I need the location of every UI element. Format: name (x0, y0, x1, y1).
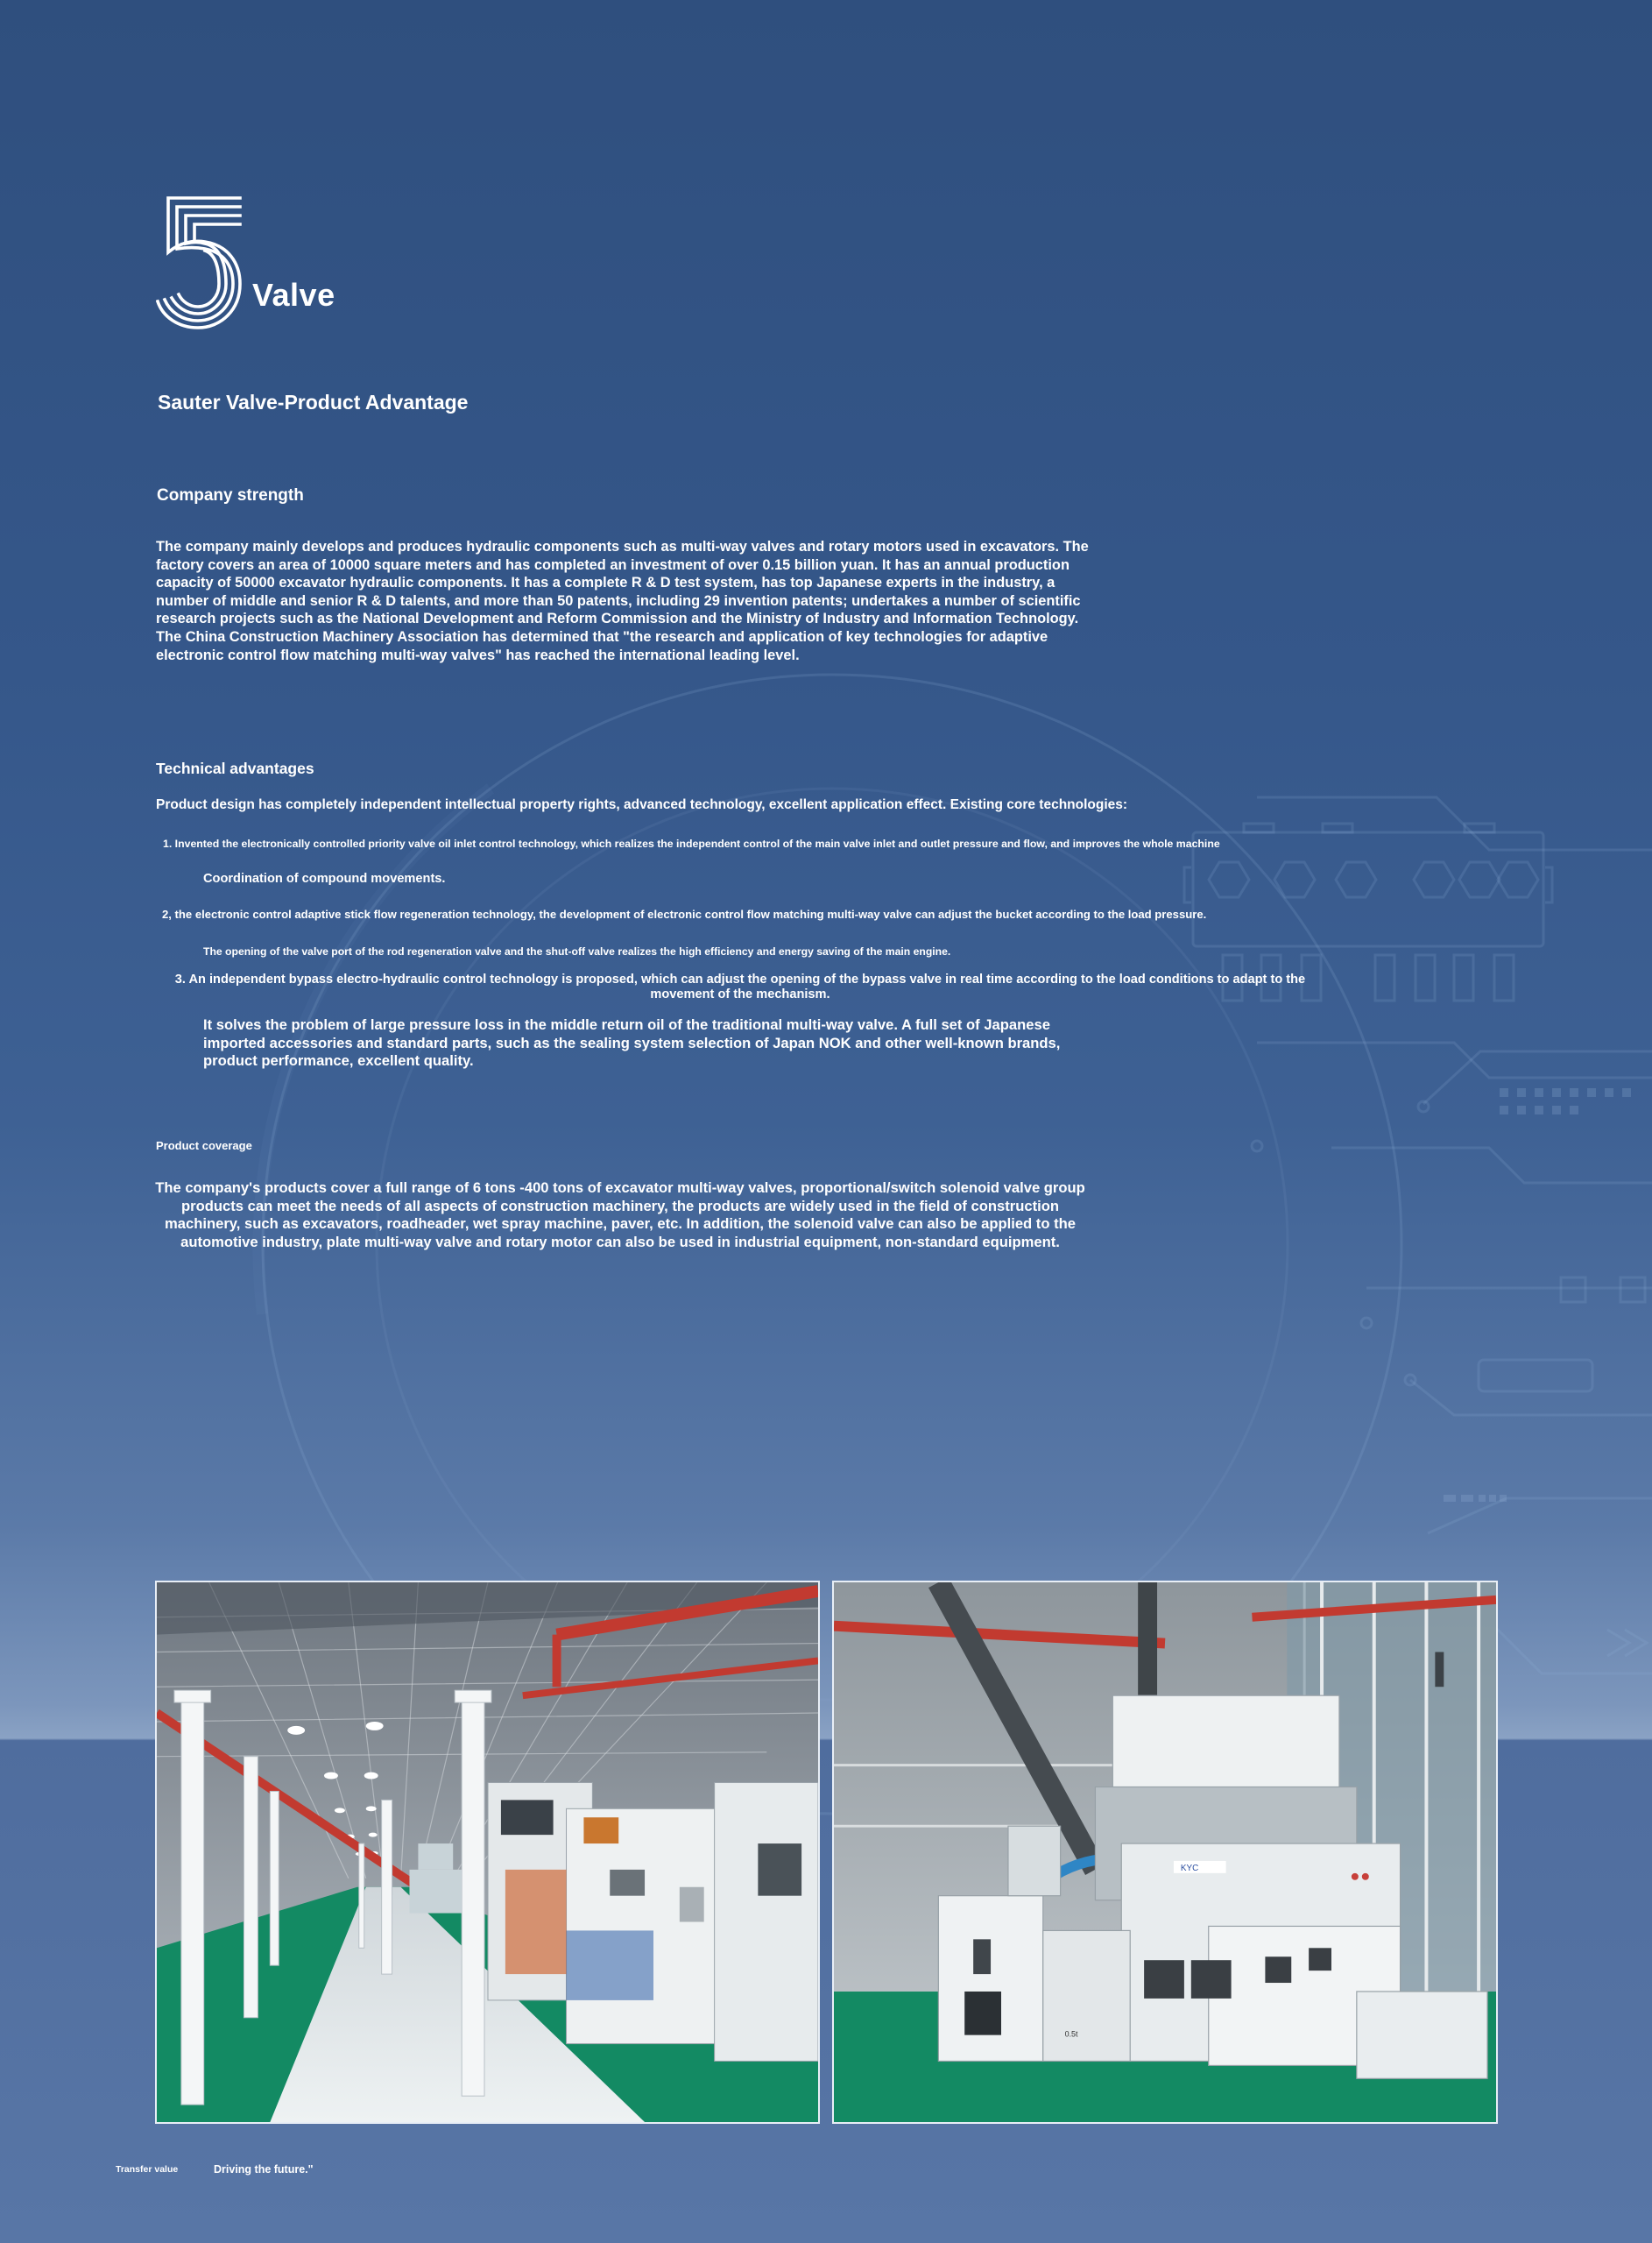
technical-advantages-heading: Technical advantages (156, 760, 314, 777)
factory-production-line-photo (155, 1581, 820, 2124)
logo-label: Valve (252, 277, 335, 313)
technology-item-2-continuation: The opening of the valve port of the rod regeneration valve and the shut-off valve realizes the high efficiency and energy saving of the main engine. (203, 945, 951, 958)
technology-item-1-continuation: Coordination of compound movements. (203, 872, 446, 886)
product-coverage-heading: Product coverage (156, 1139, 252, 1152)
technology-item-2: 2, the electronic control adaptive stick flow regeneration technology, the development of electronic control flow matching multi-way valve can adjust the bucket according to the load pressure. (162, 908, 1207, 921)
machine-brand-plate: KYC (1180, 1863, 1199, 1873)
company-strength-heading: Company strength (157, 486, 304, 505)
technology-item-1: 1. Invented the electronically controlled priority valve oil inlet control technology, which realizes the independent control of the main valve inlet and outlet pressure and flow, and improves the whole machine (163, 838, 1220, 850)
logo-number-five-icon (156, 195, 244, 331)
footer-tagline-right: Driving the future." (214, 2163, 314, 2176)
product-coverage-paragraph: The company's products cover a full range of 6 tons -400 tons of excavator multi-way valves, proportional/switch solenoid valve group products can meet the needs of all aspects of construction machinery, the products are widely used in the field of construction machinery, such as excavators, roadheader, wet spray machine, paver, etc. In addition, the solenoid valve can also be applied to the automotive industry, plate multi-way valve and rotary motor can also be used in industrial equipment, non-standard equipment. (155, 1179, 1085, 1250)
page-title: Sauter Valve-Product Advantage (158, 391, 469, 414)
technical-advantages-lead: Product design has completely independent intellectual property rights, advanced technology, excellent application effect. Existing core technologies: (156, 797, 1128, 812)
technology-item-3: 3. An independent bypass electro-hydraulic control technology is proposed, which can adjust the opening of the bypass valve in real time according to the load conditions to adapt to the movement of the mechanism. (174, 973, 1306, 1001)
company-strength-paragraph: The company mainly develops and produces hydraulic components such as multi-way valves and rotary motors used in excavators. The factory covers an area of 10000 square meters and has completed an investment of over 0.15 billion yuan. It has an annual production capacity of 50000 excavator hydraulic components. It has a complete R & D test system, has top Japanese experts in the industry, a number of middle and senior R & D talents, and more than 50 patents, including 29 invention patents; undertakes a number of scientific research projects such as the National Development and Reform Commission and the Ministry of Industry and Information Technology. The China Construction Machinery Association has determined that "the research and application of key technologies for adaptive electronic control flow matching multi-way valves" has reached the international leading level. (156, 539, 1089, 663)
technology-item-3-continuation: It solves the problem of large pressure loss in the middle return oil of the traditional multi-way valve. A full set of Japanese imported accessories and standard parts, such as the sealing system selection of Japan NOK and other well-known brands, product performance, excellent quality. (203, 1016, 1061, 1070)
footer-tagline-left: Transfer value (116, 2164, 179, 2175)
machine-number-label: 0.5t (1064, 2029, 1078, 2039)
valve-test-equipment-photo (832, 1581, 1498, 2124)
